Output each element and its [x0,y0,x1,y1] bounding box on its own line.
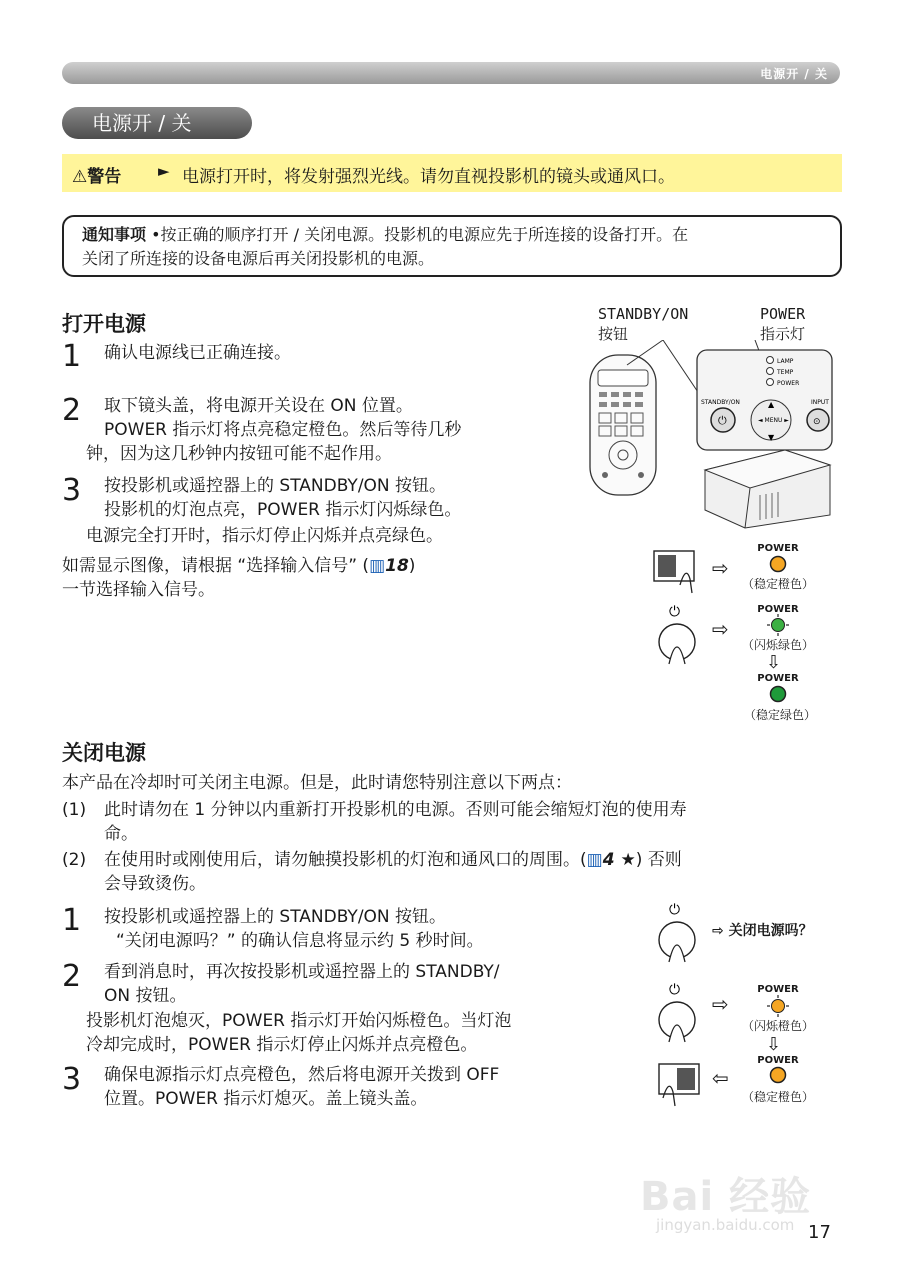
svg-text:⏻: ⏻ [718,414,727,427]
warning-arrow-icon: ► [158,162,170,180]
notice-text-2: 关闭了所连接的设备电源后再关闭投影机的电源。 [82,249,435,268]
power-led-state: （闪烁绿色） [741,638,814,652]
power-led-blinking-green-icon [767,614,789,636]
notice-line-1 [82,223,826,247]
step-number: 3 [62,1062,82,1097]
arrow-down-icon: ⇩ [766,1034,782,1055]
book-icon: ▥ [369,556,386,576]
power-led-label: POWER [757,543,799,554]
step-number: 2 [62,393,82,428]
control-panel [697,350,832,450]
step-number: 1 [62,903,82,938]
step-text: 投影机灯泡熄灭，POWER 指示灯开始闪烁橙色。当灯泡 [86,1011,512,1031]
power-switch-icon [655,1058,705,1108]
power-led-state: （稳定橙色） [741,1090,814,1104]
step-text: “关闭电源吗？” 的确认信息将显示约 5 秒时间。 [116,931,484,951]
notice-heading: 通知事项 [82,225,147,244]
projector-body-icon [705,450,830,528]
notice-box [62,215,842,277]
input-signal-note-2: 一节选择输入信号。 [62,580,215,600]
step-text: 钟，因为这几秒钟内按钮可能不起作用。 [86,444,392,464]
svg-text:POWER: POWER [777,380,800,387]
svg-text:⏻: ⏻ [669,902,681,918]
step-text: ON 按钮。 [104,986,187,1006]
power-label-line: POWER [760,305,806,323]
standby-label-line: STANDBY/ON [598,305,689,323]
standby-button-press-icon [655,600,703,670]
step-text: 确保电源指示灯点亮橙色，然后将电源开关拨到 OFF [104,1065,500,1085]
warning-box [62,154,842,192]
note-text: ) 否则 [635,850,682,870]
warning-heading: ⚠警告 [72,167,122,187]
power-indicator-label [760,304,805,344]
note-text: 如需显示图像，请根据 “选择输入信号” ( [62,556,370,576]
arrow-down-icon: ⇩ [766,652,782,673]
step-text: 按投影机或遥控器上的 STANDBY/ON 按钮。 [104,476,447,496]
step-text: 位置。POWER 指示灯熄灭。盖上镜头盖。 [104,1089,428,1109]
baidu-watermark-logo: Bai 经验 [640,1174,812,1220]
standby-button-press-icon [655,898,703,968]
step-text: 看到消息时，再次按投影机或遥控器上的 STANDBY/ [104,962,500,982]
header-bar [62,62,840,84]
step-text: 按投影机或遥控器上的 STANDBY/ON 按钮。 [104,907,447,927]
svg-text:⏻: ⏻ [669,982,681,998]
power-led-label: POWER [757,984,799,995]
svg-text:⏻: ⏻ [669,604,681,620]
power-off-prompt: ⇨ 关闭电源吗？ [712,923,813,939]
power-label-line: 指示灯 [760,325,806,343]
note-text: 命。 [104,824,138,844]
note-text: 此时请勿在 1 分钟以内重新打开投影机的电源。否则可能会缩短灯泡的使用寿 [104,800,687,820]
power-on-heading: 打开电源 [62,312,146,336]
power-led-state: （稳定橙色） [741,577,814,591]
note-text: ) [408,556,416,576]
power-off-heading: 关闭电源 [62,741,146,765]
step-text: 电源完全打开时，指示灯停止闪烁并点亮绿色。 [86,526,443,546]
note-number: (2) [62,850,87,870]
svg-text:TEMP: TEMP [777,369,794,376]
power-led-state: （稳定绿色） [743,708,816,722]
svg-text:▼: ▼ [768,433,775,442]
step-number: 2 [62,959,82,994]
warning-text: 电源打开时，将发射强烈光线。请勿直视投影机的镜头或通风口。 [182,167,675,187]
arrow-right-icon: ⇨ [712,992,729,1016]
step-text: 冷却完成时，POWER 指示灯停止闪烁并点亮橙色。 [86,1035,478,1055]
note-text: 会导致烫伤。 [104,874,206,894]
power-switch-icon [650,545,700,595]
svg-text:LAMP: LAMP [777,358,794,365]
step-number: 1 [62,339,82,374]
arrow-right-icon: ⇨ [712,556,729,580]
step-text: 确认电源线已正确连接。 [104,343,291,363]
note-text: 在使用时或刚使用后，请勿触摸投影机的灯泡和通风口的周围。( [104,850,587,870]
power-led-state: （闪烁橙色） [741,1019,814,1033]
svg-text:▲: ▲ [768,400,775,409]
input-signal-note [62,554,415,578]
arrow-left-icon: ⇦ [712,1066,729,1090]
step-number: 3 [62,473,82,508]
arrow-right-icon: ⇨ [712,617,729,641]
svg-text:STANDBY/ON: STANDBY/ON [701,399,740,406]
baidu-watermark-url: jingyan.baidu.com [656,1216,795,1234]
power-led-label: POWER [757,1055,799,1066]
notice-text-1: •按正确的顺序打开 / 关闭电源。投影机的电源应先于所连接的设备打开。在 [151,225,689,244]
step-text: POWER 指示灯将点亮稳定橙色。然后等待几秒 [104,420,462,440]
standby-button-label [598,304,688,344]
page-title: 电源开 / 关 [62,107,252,139]
standby-label-line: 按钮 [598,325,629,343]
svg-text:◄ MENU ►: ◄ MENU ► [758,417,789,424]
step-text: 投影机的灯泡点亮，POWER 指示灯闪烁绿色。 [104,500,462,520]
power-led-orange-icon [769,1066,787,1084]
note-text-line [104,848,682,872]
power-off-intro: 本产品在冷却时可关闭主电源。但是，此时请您特别注意以下两点： [62,773,572,793]
projector-remote-illustration [585,340,835,530]
remote-control-icon [590,355,656,495]
page-reference-link[interactable]: 4 ★ [602,850,636,870]
book-icon: ▥ [586,850,603,870]
svg-text:INPUT: INPUT [811,399,829,406]
power-led-label: POWER [757,673,799,684]
note-number: (1) [62,800,87,820]
power-led-label: POWER [757,604,799,615]
header-section-title: 电源开 / 关 [760,67,828,81]
step-text: 取下镜头盖，将电源开关设在 ON 位置。 [104,396,413,416]
power-led-blinking-orange-icon [767,995,789,1017]
page-reference-link[interactable]: 18 [385,556,409,576]
power-led-green-icon [769,685,787,703]
standby-button-press-icon [655,978,703,1048]
svg-text:⊙: ⊙ [813,417,821,427]
power-led-orange-icon [769,555,787,573]
page-number: 17 [808,1222,831,1243]
